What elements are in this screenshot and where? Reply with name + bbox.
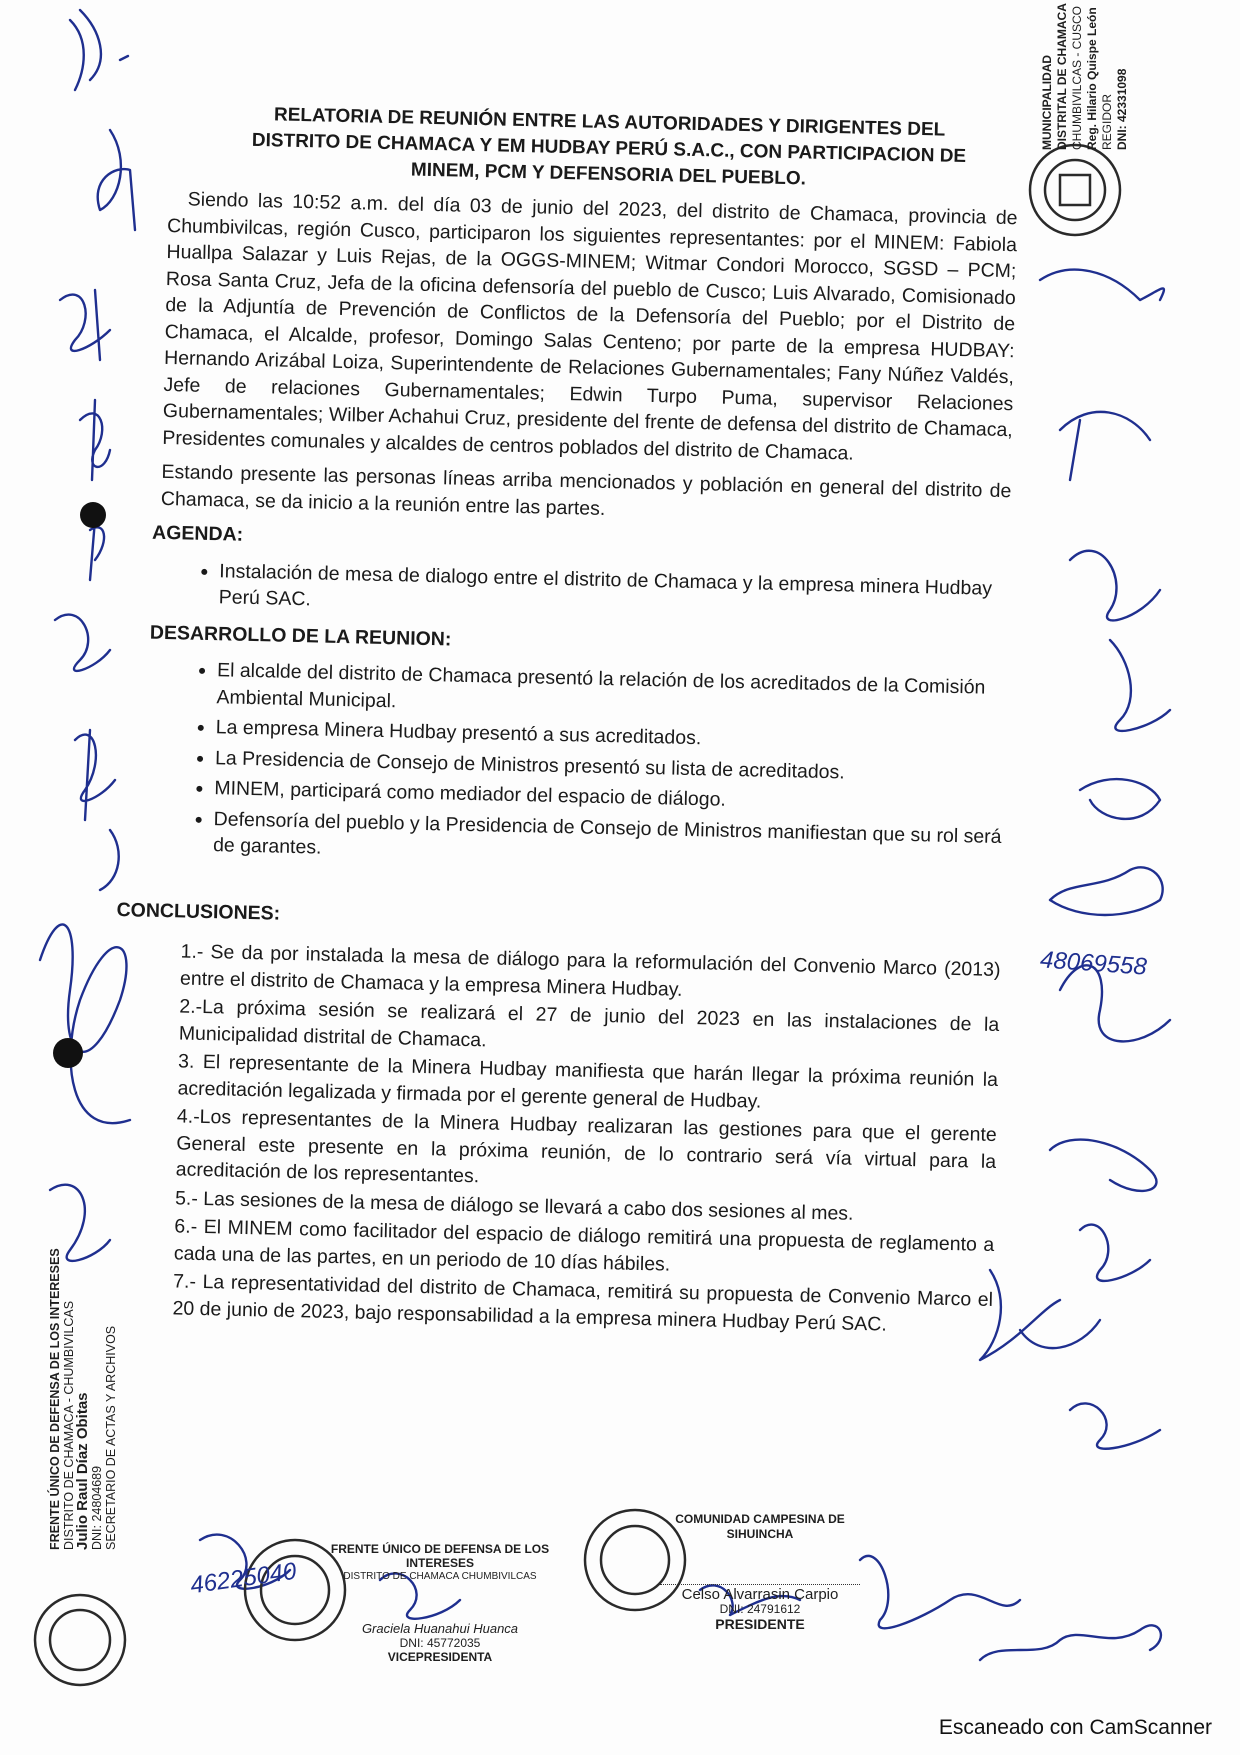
stamp-org: FRENTE ÚNICO DE DEFENSA DE LOS INTERESES bbox=[330, 1542, 550, 1570]
stamp-name: Celso Alvarrasin Carpio bbox=[660, 1584, 860, 1602]
punch-hole bbox=[80, 502, 106, 528]
signature-right-12 bbox=[1070, 1403, 1160, 1448]
stamp-org: COMUNIDAD CAMPESINA DE SIHUINCHA bbox=[675, 1512, 845, 1541]
signature-right-8 bbox=[1050, 1140, 1156, 1191]
stamp-org-sub: DISTRITO DE CHAMACA CHUMBIVILCAS bbox=[343, 1571, 537, 1582]
signature-left-1 bbox=[70, 10, 128, 90]
signature-right-4 bbox=[1110, 640, 1170, 731]
stamp-dni: DNI: 24791612 bbox=[719, 1602, 801, 1616]
conclusion-item: 7.- La representatividad del distrito de Chamaca, remitirá su propuesta de Convenio Marco el 20 de junio de 2023, bajo responsabilidad a la empresa minera Hudbay Perú SAC. bbox=[172, 1270, 994, 1336]
signature-left-4 bbox=[80, 400, 110, 480]
document-title: RELATORIA DE REUNIÓN ENTRE LAS AUTORIDADES Y DIRIGENTES DEL DISTRITO DE CHAMACA Y EM HUDBAY PERÚ S.A.C., CON PARTICIPACION DE MINEM, PCM Y DEFENSORIA DEL PUEBLO. bbox=[251, 104, 967, 190]
stamp-line: CHUMBIVILCAS - CUSCO bbox=[1070, 5, 1084, 150]
signature-left-9 bbox=[40, 924, 130, 1123]
development-item: • El alcalde del distrito de Chamaca presentó la relación de los acreditados de la Comisión Ambiental Municipal. bbox=[216, 657, 1007, 728]
development-item: • Defensoría del pueblo y la Presidencia de Consejo de Ministros manifiestan que su rol será de garantes. bbox=[213, 806, 1004, 877]
signature-left-6 bbox=[55, 615, 110, 671]
opening-paragraph: Estando presente las personas líneas arriba mencionados y población en general del distrito de Chamaca, se da inicio a la reunión entre las partes. bbox=[160, 460, 1012, 520]
development-item: • La empresa Minera Hudbay presentó a sus acreditados. bbox=[215, 714, 1005, 758]
stamp-bottom-left-seal bbox=[35, 1595, 125, 1685]
stamp-dni: DNI: 45772035 bbox=[399, 1636, 481, 1650]
signature-left-8 bbox=[100, 830, 119, 890]
stamp-line: DNI: 42331098 bbox=[1115, 68, 1129, 150]
stamp-role: VICEPRESIDENTA bbox=[387, 1650, 493, 1664]
signature-right-6 bbox=[1050, 867, 1163, 915]
stamp-line: REGIDOR bbox=[1100, 93, 1114, 150]
stamp-bottom-center-text bbox=[330, 1542, 550, 1664]
development-item: • MINEM, participará como mediador del espacio de diálogo. bbox=[214, 775, 1004, 819]
handwritten-dni-right: 48069558 bbox=[1039, 946, 1148, 981]
stamp-line: FRENTE ÚNICO DE DEFENSA DE LOS INTERESES bbox=[48, 1248, 62, 1550]
agenda-list bbox=[158, 556, 1009, 628]
signature-left-2 bbox=[98, 130, 135, 230]
conclusion-item: 1.- Se da por instalada la mesa de diálogo para la reformulación del Convenio Marco (2013) entre el distrito de Chamaca y la empresa Minera Hudbay. bbox=[179, 940, 1001, 1001]
signature-bottom-4 bbox=[860, 1556, 1020, 1628]
signature-bottom-5 bbox=[980, 1625, 1161, 1660]
stamp-name: Graciela Huanahui Huanca bbox=[361, 1621, 519, 1636]
signature-right-1 bbox=[1040, 270, 1164, 300]
development-item: • La Presidencia de Consejo de Ministros presentó su lista de acreditados. bbox=[215, 745, 1005, 789]
signature-left-3 bbox=[60, 290, 110, 360]
conclusion-item: 2.-La próxima sesión se realizará el 27 de junio del 2023 en las instalaciones de la Municipalidad distrital de Chamaca. bbox=[178, 995, 1000, 1051]
conclusion-item: 4.-Los representantes de la Minera Hudbay realizaran las gestiones para que el gerente General este presente en la próxima reunión, de lo contrario será vía virtual para la acreditación de los representantes. bbox=[175, 1105, 997, 1188]
stamp-line: Julio Raul Díaz Obitas bbox=[74, 1392, 91, 1550]
stamp-line: Reg. Hilario Quispe León bbox=[1085, 7, 1099, 150]
document-body bbox=[116, 100, 1020, 1342]
scanner-credit: Escaneado con CamScanner bbox=[938, 1716, 1212, 1739]
conclusions-list bbox=[172, 938, 1000, 1340]
agenda-item: • Instalación de mesa de dialogo entre el distrito de Chamaca y la empresa minera Hudbay Perú SAC. bbox=[218, 558, 1009, 629]
stamp-line: MUNICIPALIDAD DISTRITAL DE CHAMACA bbox=[1040, 3, 1069, 150]
stamp-line: DISTRITO DE CHAMACA - CHUMBIVILCAS bbox=[62, 1300, 76, 1550]
stamp-line: DNI: 24804689 bbox=[90, 1465, 104, 1550]
agenda-heading: AGENDA: bbox=[151, 521, 244, 546]
signature-right-11 bbox=[1020, 1320, 1100, 1348]
development-list bbox=[153, 656, 1007, 877]
stamp-line: SECRETARIO DE ACTAS Y ARCHIVOS bbox=[104, 1325, 118, 1550]
development-heading: DESARROLLO DE LA REUNION: bbox=[149, 621, 452, 651]
stamp-role: PRESIDENTE bbox=[715, 1616, 805, 1632]
stamp-left-vertical-text bbox=[48, 1230, 118, 1550]
signature-right-5 bbox=[1080, 779, 1160, 819]
punch-hole bbox=[53, 1038, 83, 1068]
stamp-top-right-text bbox=[1040, 0, 1130, 150]
handwritten-dni-bottom-left: 46225040 bbox=[188, 1557, 299, 1600]
signature-left-7 bbox=[75, 730, 115, 820]
signature-left-5 bbox=[90, 520, 104, 580]
signature-right-9 bbox=[1080, 1225, 1150, 1281]
intro-paragraph: Siendo las 10:52 a.m. del día 03 de junio del 2023, del distrito de Chamaca, provincia de Chumbivilcas, región Cusco, participaron los siguientes representantes: por el MINEM: Fabiola Huallpa Salazar y Luis Rejas, de la OGGS-MINEM; Witmar Condori Morocco, SGSD – PCM; Rosa Santa Cruz, Jefa de la oficina defensoría del pueblo de Cusco; Luis Alvarado, Comisionado de la Adjuntía de Prevención de Conflictos de la Defensoría del Pueblo; por el Distrito de Chamaca, el Alcalde, profesor, Domingo Salas Centeno; por parte de la empresa HUDBAY: Hernando Arizábal Loiza, Superintendente de Relaciones Gubernamentales; Fany Núñez Valdés, Jefe de relaciones Gubernamentales; Edwin Turpo Puma, supervisor Relaciones Gubernamentales; Wilber Achahui Cruz, presidente del frente de defensa del distrito de Chamaca, Presidentes comunales y alcaldes de centros poblados del distrito de Chamaca. bbox=[162, 188, 1018, 465]
stamp-bottom-right-text bbox=[660, 1512, 860, 1632]
signature-right-2 bbox=[1060, 412, 1150, 480]
conclusion-item: 3. El representante de la Minera Hudbay manifiesta que harán llegar la próxima reunión la acreditación legalizada y firmada por el gerente general de Hudbay. bbox=[177, 1050, 999, 1113]
conclusion-item: 5.- Las sesiones de la mesa de diálogo se llevará a cabo dos sesiones al mes. bbox=[174, 1186, 854, 1225]
stamp-top-right-seal bbox=[1030, 145, 1120, 235]
conclusion-item: 6.- El MINEM como facilitador del espacio de diálogo remitirá una propuesta de reglamento a cada una de las partes, en un periodo de 10 días hábiles. bbox=[173, 1215, 995, 1276]
conclusions-heading: CONCLUSIONES: bbox=[116, 898, 281, 925]
signature-right-3 bbox=[1070, 551, 1160, 621]
